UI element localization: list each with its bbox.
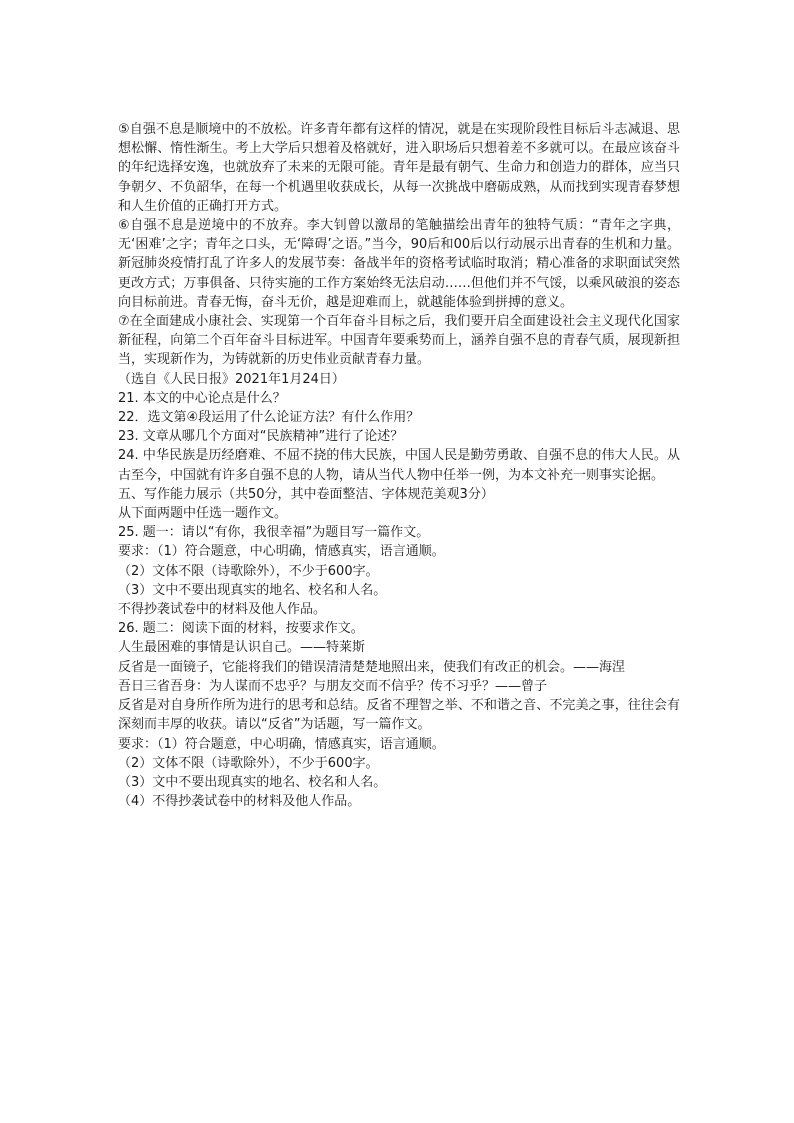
question-21: 21. 本文的中心论点是什么？ <box>118 390 286 406</box>
requirement-1a: 要求：（1）符合题意，中心明确，情感真实，语言通顺。 <box>118 544 445 560</box>
question-22: 22．选文第④段运用了什么论证方法？有什么作用？ <box>118 410 420 426</box>
requirement-1d: 不得抄袭试卷中的材料及他人作品。 <box>118 602 327 618</box>
paragraph-5: ⑤自强不息是顺境中的不放松。许多青年都有这样的情况，就是在实现阶段性目标后斗志减退、思想松懈、惰性渐生。考上大学后只想着及格就好，进入职场后只想着差不多就可以。在最应该奋斗的年纪选择安逸，也就放弃了未来的无限可能。青年是最有朝气、生命力和创造力的群体，应当只争朝夕、不负韶华，在每一个机遇里收获成长，从每一次挑战中磨砺成熟，从而找到实现青春梦想和人生价值的正确打开方式。 <box>118 122 680 214</box>
question-24: 24. 中华民族是历经磨难、不屈不挠的伟大民族，中国人民是勤劳勇敢、自强不息的伟大人民。从古至今，中国就有许多自强不息的人物，请从当代人物中任举一例，为本文补充一则事实论据。 <box>118 448 680 483</box>
quote-3: 吾日三省吾身：为人谋而不忠乎？与朋友交而不信乎？传不习乎？——曾子 <box>118 678 548 694</box>
question-25: 25. 题一：请以“有你，我很幸福”为题目写一篇作文。 <box>118 525 430 541</box>
section-5-instruction: 从下面两题中任选一题作文。 <box>118 506 288 522</box>
paragraph-6: ⑥自强不息是逆境中的不放弃。李大钊曾以激昂的笔触描绘出青年的独特气质：“青年之字典，无‘困难’之字；青年之口头，无‘障碍’之语。”当今，90后和00后以行动展示出青春的生机和力量。新冠肺炎疫情打乱了许多人的发展节奏：备战半年的资格考试临时取消；精心准备的求职面试突然更改方式；万事俱备、只待实施的工作方案始终无法启动……但他们并不气馁，以乘风破浪的姿态向目标前进。青春无悔，奋斗无价，越是迎难而上，就越能体验到拼搏的意义。 <box>118 218 680 310</box>
quote-1: 人生最困难的事情是认识自己。——特莱斯 <box>118 640 366 656</box>
section-5-title: 五、写作能力展示（共50分，其中卷面整洁、字体规范美观3分） <box>118 486 494 502</box>
requirement-2a: 要求：（1）符合题意，中心明确，情感真实，语言通顺。 <box>118 736 445 752</box>
source-citation: （选自《人民日报》2021年1月24日） <box>118 371 345 387</box>
paragraph-7: ⑦在全面建成小康社会、实现第一个百年奋斗目标之后，我们要开启全面建设社会主义现代化国家新征程，向第二个百年奋斗目标进军。中国青年要乘势而上，涵养自强不息的青春气质，展现新担当，实现新作为，为铸就新的历史伟业贡献青春力量。 <box>118 314 680 368</box>
question-23: 23. 文章从哪几个方面对“民族精神”进行了论述？ <box>118 429 404 445</box>
material-text: 反省是对自身所作所为进行的思考和总结。反省不理智之举、不和谐之音、不完美之事，往往会有深刻而丰厚的收获。请以“反省”为话题，写一篇作文。 <box>118 698 680 733</box>
exam-page <box>118 120 680 811</box>
requirement-1b: （2）文体不限（诗歌除外），不少于600字。 <box>118 563 379 579</box>
requirement-2c: （3）文中不要出现真实的地名、校名和人名。 <box>118 774 387 790</box>
question-26: 26. 题二：阅读下面的材料，按要求作文。 <box>118 621 364 637</box>
requirement-2d: （4）不得抄袭试卷中的材料及他人作品。 <box>118 794 361 810</box>
quote-2: 反省是一面镜子，它能将我们的错误清清楚楚地照出来，使我们有改正的机会。——海涅 <box>118 659 626 675</box>
requirement-1c: （3）文中不要出现真实的地名、校名和人名。 <box>118 582 387 598</box>
requirement-2b: （2）文体不限（诗歌除外），不少于600字。 <box>118 755 379 771</box>
